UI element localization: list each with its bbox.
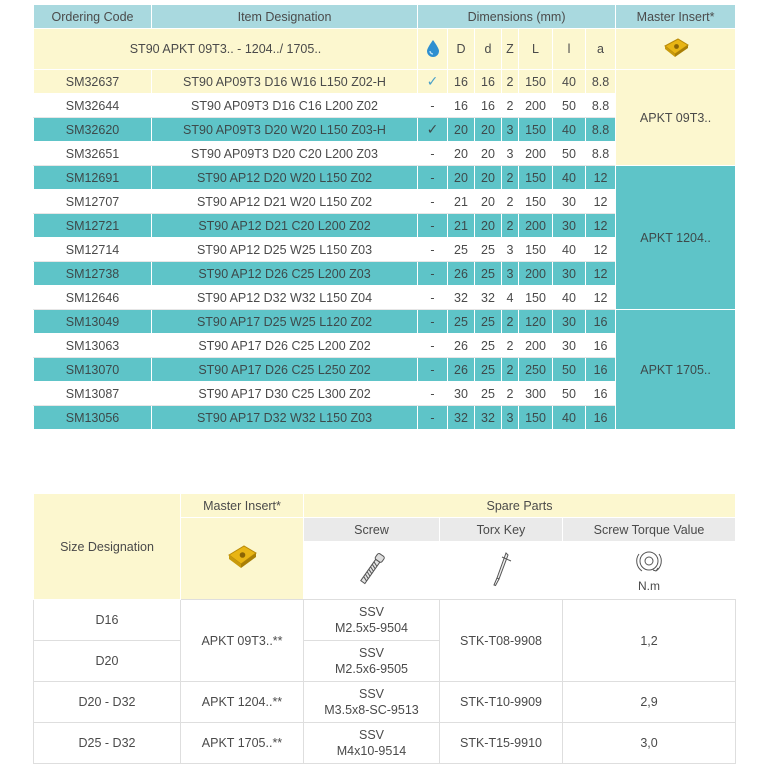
coolant-cell: - — [418, 94, 448, 118]
torque-cell: 2,9 — [563, 682, 736, 723]
dim-l: 50 — [553, 142, 586, 166]
ordering-code: SM13056 — [34, 406, 152, 430]
dim-a: 12 — [586, 238, 616, 262]
dim-Z: 2 — [502, 358, 519, 382]
dim-L: 150 — [519, 238, 553, 262]
table-row — [34, 310, 736, 334]
ordering-code: SM32637 — [34, 70, 152, 94]
table-row — [34, 166, 736, 190]
dim-l: 50 — [553, 94, 586, 118]
torque-cell: 1,2 — [563, 600, 736, 682]
dim-l: 30 — [553, 190, 586, 214]
master-insert-group: APKT 1204.. — [616, 166, 736, 310]
ordering-code: SM13070 — [34, 358, 152, 382]
dim-d: 20 — [475, 214, 502, 238]
dim-D: 32 — [448, 286, 475, 310]
dim-d: 32 — [475, 406, 502, 430]
dim-Z: 2 — [502, 94, 519, 118]
dim-L: 150 — [519, 118, 553, 142]
header-spare-parts: Spare Parts — [304, 494, 736, 518]
dim-a: 16 — [586, 358, 616, 382]
item-designation: ST90 AP17 D26 C25 L250 Z02 — [152, 358, 418, 382]
dim-d: 20 — [475, 142, 502, 166]
coolant-cell: - — [418, 358, 448, 382]
dim-d: 25 — [475, 382, 502, 406]
size-cell: D20 — [34, 641, 181, 682]
item-designation: ST90 AP12 D21 C20 L200 Z02 — [152, 214, 418, 238]
screw-cell: SSV M3.5x8-SC-9513 — [304, 682, 440, 723]
ordering-code: SM13087 — [34, 382, 152, 406]
item-designation: ST90 AP17 D32 W32 L150 Z03 — [152, 406, 418, 430]
dim-L: 200 — [519, 94, 553, 118]
item-designation: ST90 AP09T3 D16 C16 L200 Z02 — [152, 94, 418, 118]
insert-icon — [181, 518, 304, 600]
coolant-cell: ✓ — [418, 118, 448, 142]
ordering-code: SM12707 — [34, 190, 152, 214]
ordering-code: SM13049 — [34, 310, 152, 334]
ordering-code: SM12721 — [34, 214, 152, 238]
dim-a: 16 — [586, 334, 616, 358]
tool-table — [33, 4, 736, 430]
dim-L: 300 — [519, 382, 553, 406]
item-designation: ST90 AP12 D32 W32 L150 Z04 — [152, 286, 418, 310]
dim-Z: 3 — [502, 118, 519, 142]
screw-cell: SSV M2.5x5-9504 — [304, 600, 440, 641]
dim-a: 12 — [586, 190, 616, 214]
header-dimensions: Dimensions (mm) — [418, 5, 616, 29]
coolant-cell: - — [418, 214, 448, 238]
dim-l: 40 — [553, 238, 586, 262]
dim-D: 21 — [448, 190, 475, 214]
item-designation: ST90 AP12 D25 W25 L150 Z03 — [152, 238, 418, 262]
dim-d: 20 — [475, 118, 502, 142]
coolant-cell: - — [418, 382, 448, 406]
key-cell: STK-T15-9910 — [440, 723, 563, 764]
item-designation: ST90 AP09T3 D20 C20 L200 Z03 — [152, 142, 418, 166]
dim-Z: 2 — [502, 166, 519, 190]
master-insert-group: APKT 09T3.. — [616, 70, 736, 166]
dim-D: 20 — [448, 142, 475, 166]
dim-d: 25 — [475, 334, 502, 358]
item-designation: ST90 AP17 D25 W25 L120 Z02 — [152, 310, 418, 334]
dim-L: 150 — [519, 190, 553, 214]
item-designation: ST90 AP17 D26 C25 L200 Z02 — [152, 334, 418, 358]
table-row — [34, 70, 736, 94]
dim-L: 150 — [519, 70, 553, 94]
dim-a: 16 — [586, 406, 616, 430]
coolant-cell: ✓ — [418, 70, 448, 94]
dim-l: 40 — [553, 166, 586, 190]
ordering-code: SM32620 — [34, 118, 152, 142]
dim-l: 50 — [553, 358, 586, 382]
col-Z: Z — [502, 29, 519, 70]
dim-a: 12 — [586, 262, 616, 286]
dim-d: 25 — [475, 358, 502, 382]
dim-l: 30 — [553, 310, 586, 334]
ordering-code: SM12691 — [34, 166, 152, 190]
size-cell: D20 - D32 — [34, 682, 181, 723]
dim-Z: 3 — [502, 238, 519, 262]
dim-Z: 2 — [502, 334, 519, 358]
dim-a: 12 — [586, 286, 616, 310]
dim-L: 150 — [519, 166, 553, 190]
dim-D: 25 — [448, 238, 475, 262]
dim-l: 50 — [553, 382, 586, 406]
col-d: d — [475, 29, 502, 70]
header-screw: Screw — [304, 518, 440, 542]
dim-Z: 2 — [502, 70, 519, 94]
item-designation: ST90 AP12 D20 W20 L150 Z02 — [152, 166, 418, 190]
dim-D: 30 — [448, 382, 475, 406]
dim-D: 32 — [448, 406, 475, 430]
dim-a: 8.8 — [586, 118, 616, 142]
dim-d: 16 — [475, 70, 502, 94]
insert-cell: APKT 09T3..** — [181, 600, 304, 682]
dim-L: 200 — [519, 262, 553, 286]
header-size-designation: Size Designation — [34, 494, 181, 600]
header-item-designation: Item Designation — [152, 5, 418, 29]
dim-d: 20 — [475, 190, 502, 214]
header-master-insert: Master Insert* — [616, 5, 736, 29]
col-L: L — [519, 29, 553, 70]
ordering-code: SM12714 — [34, 238, 152, 262]
dim-L: 200 — [519, 214, 553, 238]
ordering-code: SM12646 — [34, 286, 152, 310]
insert-icon — [616, 29, 736, 70]
torque-unit: N.m — [638, 579, 661, 593]
dim-l: 40 — [553, 118, 586, 142]
dim-Z: 2 — [502, 214, 519, 238]
item-designation: ST90 AP17 D30 C25 L300 Z02 — [152, 382, 418, 406]
screw-cell: SSV M2.5x6-9505 — [304, 641, 440, 682]
item-designation: ST90 AP09T3 D16 W16 L150 Z02-H — [152, 70, 418, 94]
size-cell: D25 - D32 — [34, 723, 181, 764]
dim-d: 32 — [475, 286, 502, 310]
col-a: a — [586, 29, 616, 70]
dim-l: 40 — [553, 70, 586, 94]
dim-L: 120 — [519, 310, 553, 334]
dim-D: 26 — [448, 334, 475, 358]
dim-D: 26 — [448, 358, 475, 382]
dim-L: 200 — [519, 142, 553, 166]
dim-a: 16 — [586, 310, 616, 334]
dim-l: 30 — [553, 334, 586, 358]
screw-icon — [304, 542, 440, 600]
header-master-insert-2: Master Insert* — [181, 494, 304, 518]
header-ordering-code: Ordering Code — [34, 5, 152, 29]
spare-parts-table — [33, 493, 736, 764]
coolant-cell: - — [418, 262, 448, 286]
header-torque: Screw Torque Value — [563, 518, 736, 542]
dim-Z: 3 — [502, 142, 519, 166]
col-D: D — [448, 29, 475, 70]
subheader-series: ST90 APKT 09T3.. - 1204../ 1705.. — [34, 29, 418, 70]
dim-l: 40 — [553, 406, 586, 430]
dim-L: 200 — [519, 334, 553, 358]
size-cell: D16 — [34, 600, 181, 641]
col-l: l — [553, 29, 586, 70]
dim-D: 16 — [448, 70, 475, 94]
dim-L: 250 — [519, 358, 553, 382]
header-torx-key: Torx Key — [440, 518, 563, 542]
dim-a: 12 — [586, 166, 616, 190]
dim-Z: 2 — [502, 190, 519, 214]
ordering-code: SM32644 — [34, 94, 152, 118]
dim-a: 8.8 — [586, 142, 616, 166]
coolant-cell: - — [418, 142, 448, 166]
dim-a: 12 — [586, 214, 616, 238]
coolant-cell: - — [418, 166, 448, 190]
master-insert-group: APKT 1705.. — [616, 310, 736, 430]
dim-D: 20 — [448, 166, 475, 190]
ordering-code: SM32651 — [34, 142, 152, 166]
screw-cell: SSV M4x10-9514 — [304, 723, 440, 764]
dim-Z: 2 — [502, 382, 519, 406]
key-cell: STK-T08-9908 — [440, 600, 563, 682]
dim-Z: 2 — [502, 310, 519, 334]
dim-d: 25 — [475, 238, 502, 262]
insert-cell: APKT 1705..** — [181, 723, 304, 764]
dim-D: 16 — [448, 94, 475, 118]
coolant-cell: - — [418, 238, 448, 262]
dim-a: 8.8 — [586, 70, 616, 94]
item-designation: ST90 AP12 D26 C25 L200 Z03 — [152, 262, 418, 286]
dim-D: 25 — [448, 310, 475, 334]
dim-D: 21 — [448, 214, 475, 238]
dim-l: 30 — [553, 214, 586, 238]
dim-d: 25 — [475, 310, 502, 334]
dim-a: 16 — [586, 382, 616, 406]
item-designation: ST90 AP09T3 D20 W20 L150 Z03-H — [152, 118, 418, 142]
insert-cell: APKT 1204..** — [181, 682, 304, 723]
dim-L: 150 — [519, 286, 553, 310]
coolant-cell: - — [418, 190, 448, 214]
torx-key-icon — [440, 542, 563, 600]
key-cell: STK-T10-9909 — [440, 682, 563, 723]
item-designation: ST90 AP12 D21 W20 L150 Z02 — [152, 190, 418, 214]
water-drop-icon — [418, 29, 448, 70]
ordering-code: SM12738 — [34, 262, 152, 286]
dim-Z: 4 — [502, 286, 519, 310]
torque-cell: 3,0 — [563, 723, 736, 764]
dim-l: 30 — [553, 262, 586, 286]
torque-icon — [563, 548, 735, 579]
dim-Z: 3 — [502, 262, 519, 286]
dim-d: 16 — [475, 94, 502, 118]
coolant-cell: - — [418, 286, 448, 310]
dim-D: 20 — [448, 118, 475, 142]
dim-l: 40 — [553, 286, 586, 310]
dim-Z: 3 — [502, 406, 519, 430]
coolant-cell: - — [418, 334, 448, 358]
dim-D: 26 — [448, 262, 475, 286]
ordering-code: SM13063 — [34, 334, 152, 358]
dim-a: 8.8 — [586, 94, 616, 118]
dim-d: 25 — [475, 262, 502, 286]
coolant-cell: - — [418, 406, 448, 430]
dim-d: 20 — [475, 166, 502, 190]
dim-L: 150 — [519, 406, 553, 430]
coolant-cell: - — [418, 310, 448, 334]
